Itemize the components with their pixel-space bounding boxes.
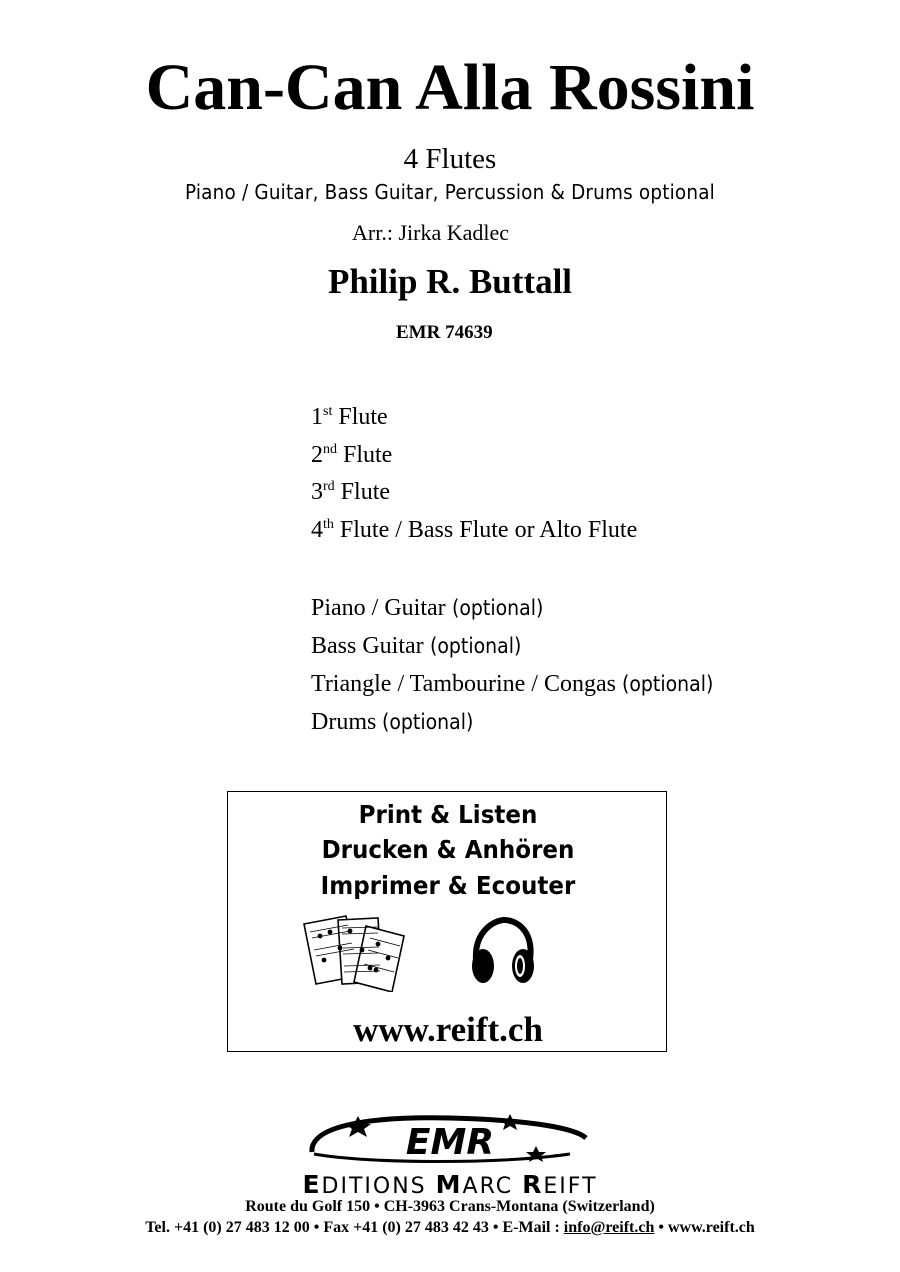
part-label: Flute: [332, 404, 388, 430]
page-title: Can-Can Alla Rossini: [145, 51, 755, 124]
catalog-number: EMR 74639: [396, 322, 493, 343]
optional-part-item: [311, 595, 553, 622]
promo-line-fr: Imprimer & Ecouter: [320, 871, 576, 900]
optional-part-label: Piano / Guitar: [311, 595, 452, 621]
part-number: 3: [311, 479, 323, 505]
optional-tag: (optional): [382, 710, 474, 734]
part-ordinal: nd: [323, 442, 337, 457]
part-item: [311, 442, 392, 469]
composer: Philip R. Buttall: [327, 262, 573, 301]
part-label: Flute / Bass Flute or Alto Flute: [333, 517, 638, 543]
part-label: Flute: [334, 479, 391, 505]
optional-tag: (optional): [451, 596, 544, 620]
part-number: 2: [311, 442, 323, 468]
publisher-word: DITIONS: [321, 1174, 436, 1199]
optional-tag: (optional): [621, 672, 714, 696]
print-listen-box: [227, 791, 667, 1052]
optional-part-item: [311, 671, 723, 698]
publisher-contact: [0, 1219, 900, 1237]
optional-part-label: Bass Guitar: [311, 633, 430, 659]
part-label: Flute: [337, 442, 393, 468]
optional-part-item: [311, 709, 484, 736]
part-number: 1: [311, 404, 323, 430]
publisher-initial: M: [435, 1170, 463, 1199]
part-ordinal: rd: [323, 479, 335, 494]
promo-line-de: Drucken & Anhören: [321, 835, 575, 864]
emr-logo: [300, 1110, 600, 1166]
optional-part-item: [311, 633, 531, 660]
email-link[interactable]: info@reift.ch: [563, 1219, 655, 1236]
publisher-word: ARC: [462, 1174, 523, 1199]
subtitle: 4 Flutes: [403, 143, 497, 175]
optional-part-label: Triangle / Tambourine / Congas: [311, 671, 622, 697]
instrumentation-line: Piano / Guitar, Bass Guitar, Percussion & Drums optional: [185, 180, 715, 204]
contact-phone-fax: Tel. +41 (0) 27 483 12 00 • Fax +41 (0) 27 483 42 43 • E-Mail :: [145, 1219, 564, 1236]
part-item: [311, 517, 637, 544]
part-item: [311, 479, 390, 506]
optional-part-label: Drums: [311, 709, 383, 735]
contact-website[interactable]: • www.reift.ch: [654, 1219, 755, 1236]
promo-url[interactable]: www.reift.ch: [353, 1010, 543, 1049]
publisher-name: [0, 1170, 900, 1199]
publisher-address: Route du Golf 150 • CH-3963 Crans-Montana (Switzerland): [245, 1198, 655, 1215]
part-number: 4: [311, 517, 323, 543]
arranger: Arr.: Jirka Kadlec: [352, 220, 509, 245]
publisher-initial: E: [302, 1170, 322, 1199]
part-item: [311, 404, 388, 431]
part-ordinal: st: [323, 404, 333, 419]
sheet-music-icon: [300, 910, 412, 992]
publisher-initial: R: [522, 1170, 544, 1199]
promo-line-en: Print & Listen: [358, 800, 538, 829]
svg-text:EMR: EMR: [405, 1122, 495, 1163]
publisher-word: EIFT: [543, 1174, 598, 1199]
headphones-icon: [468, 916, 538, 988]
optional-tag: (optional): [429, 634, 522, 658]
part-ordinal: th: [323, 517, 334, 532]
